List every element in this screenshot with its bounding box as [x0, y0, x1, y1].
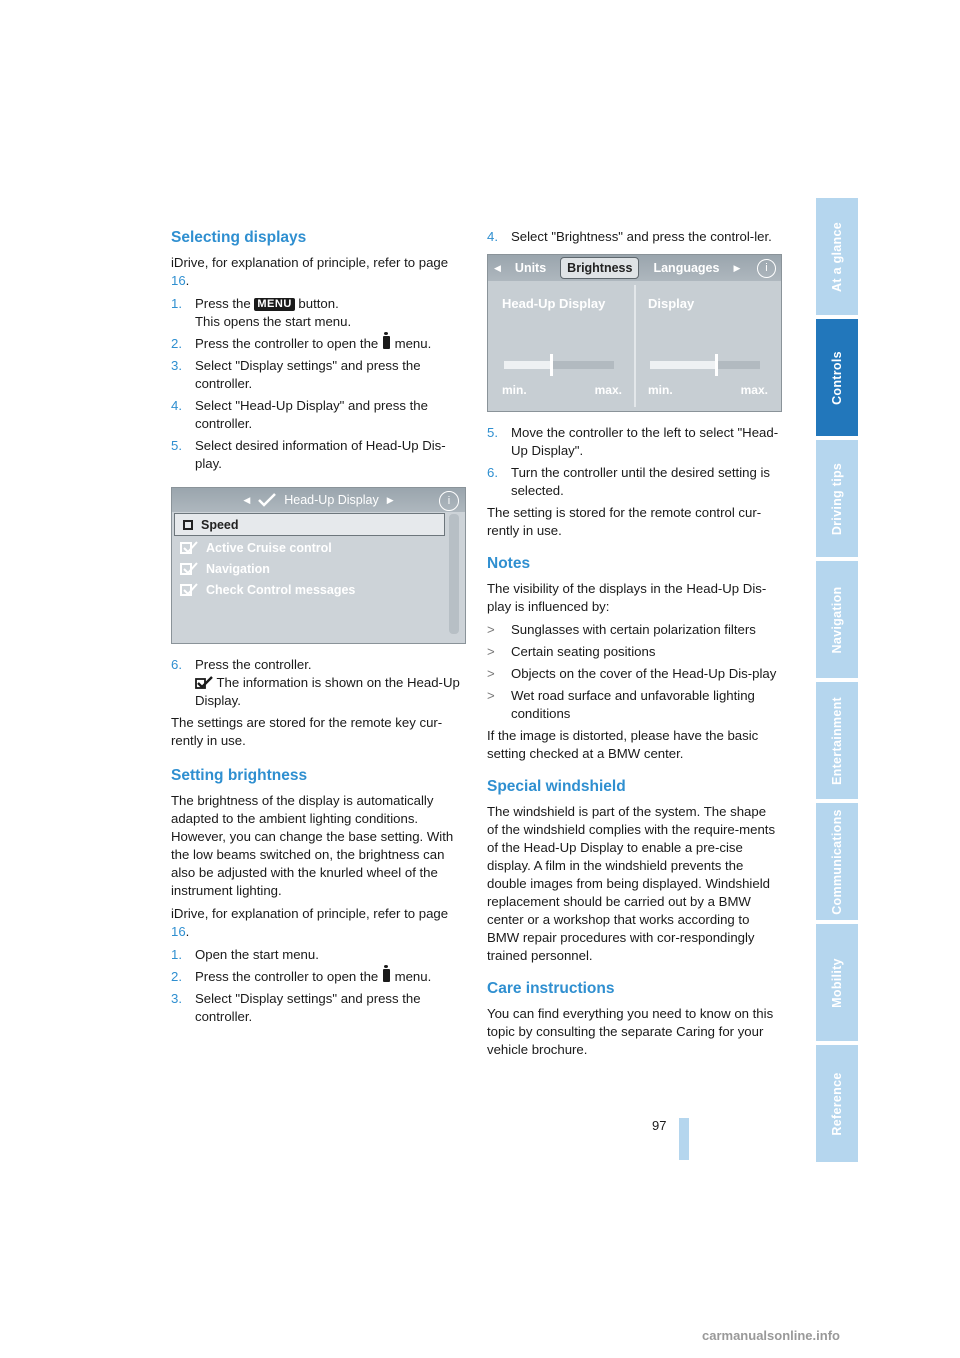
settings-stored-note: The settings are stored for the remote key cur-rently in use. [171, 715, 443, 748]
checked-box-icon [180, 583, 198, 596]
heading-setting-brightness: Setting brightness [171, 767, 308, 784]
left-arrow-icon: ◀ [243, 495, 251, 505]
brightness-tabs [488, 255, 781, 281]
bullet-item: > Objects on the cover of the Head-Up Dis-play [487, 666, 777, 681]
brightness-step-3: 3. Select "Display settings" and press the controller. [171, 991, 421, 1024]
hud-menu-header [172, 488, 465, 512]
tab-mobility[interactable]: Mobility [816, 924, 858, 1041]
bullet-item: > Certain seating positions [487, 644, 656, 659]
info-circle-icon: i [757, 259, 776, 278]
right-column [487, 228, 779, 1064]
brightness-paragraph: The brightness of the display is automatically adapted to the ambient lighting conditions. However, you can change the base setting. With the low beams switched on, the brightness can also be adjusted with the knurled wheel of the instrument lighting. [171, 793, 454, 898]
brightness-step-1: 1. Open the start menu. [171, 947, 319, 962]
menu-item-navigation: Navigation [172, 558, 465, 579]
chapter-tabs [816, 198, 858, 1166]
hud-brightness-panel: Head-Up Display min. max. [502, 296, 622, 397]
right-arrow-icon: ▶ [733, 263, 741, 273]
tab-at-a-glance[interactable]: At a glance [816, 198, 858, 315]
brightness-step-4: 4. Select "Brightness" and press the control-ler. [487, 229, 772, 244]
footer-watermark: carmanualsonline.info [702, 1328, 840, 1343]
display-brightness-slider [650, 361, 760, 369]
heading-special-windshield: Special windshield [487, 778, 626, 795]
checkbox-empty-icon [183, 520, 193, 530]
brightness-step-5: 5. Move the controller to the left to select "Head-Up Display". [487, 425, 779, 458]
display-brightness-panel: Display min. max. [648, 296, 768, 397]
left-column [171, 228, 466, 1030]
setting-stored-note: The setting is stored for the remote control cur-rently in use. [487, 505, 762, 538]
menu-item-active-cruise: Active Cruise control [172, 537, 465, 558]
scrollbar [449, 514, 459, 634]
tab-controls[interactable]: Controls [816, 319, 858, 436]
checked-box-icon [180, 541, 198, 554]
page-link[interactable]: 16 [171, 924, 186, 939]
bullet-item: > Sunglasses with certain polarization filters [487, 622, 756, 637]
care-paragraph: You can find everything you need to know on this topic by consulting the separate Caring for your vehicle brochure. [487, 1006, 774, 1057]
tab-driving-tips[interactable]: Driving tips [816, 440, 858, 557]
info-circle-icon: i [439, 491, 459, 511]
check-icon [258, 493, 276, 507]
notes-paragraph: The visibility of the displays in the Head-Up Dis-play is influenced by: [487, 581, 767, 614]
tab-units: Units [514, 261, 547, 275]
step-5: 5. Select desired information of Head-Up Dis-play. [171, 438, 446, 471]
page-marker [679, 1118, 689, 1160]
left-arrow-icon: ◀ [494, 263, 501, 273]
tab-navigation[interactable]: Navigation [816, 561, 858, 678]
menu-item-speed: Speed [174, 513, 445, 536]
brightness-step-2: 2. Press the controller to open the menu. [171, 969, 432, 984]
step-1: 1. Press the MENU button. This opens the start menu. [171, 296, 352, 329]
step-3: 3. Select "Display settings" and press the controller. [171, 358, 421, 391]
idrive-reference: iDrive, for explanation of principle, refer to page 16. [171, 255, 449, 288]
tab-communications[interactable]: Communications [816, 803, 858, 920]
distorted-paragraph: If the image is distorted, please have the basic setting checked at a BMW center. [487, 728, 759, 761]
brightness-screenshot [487, 254, 782, 412]
idrive-reference-2: iDrive, for explanation of principle, refer to page 16. [171, 906, 449, 939]
heading-care-instructions: Care instructions [487, 980, 615, 997]
menu-key-icon: MENU [254, 298, 294, 311]
info-icon [383, 969, 390, 982]
heading-selecting-displays: Selecting displays [171, 229, 307, 246]
windshield-paragraph: The windshield is part of the system. The shape of the windshield complies with the require-ments of the Head-Up Display to enable a pre-cise display. A film in the windshield prevents the double images from being displayed. Windshield replacement should be carried out by a BMW center or a workshop that works according to BMW repair procedures with cor-respondingly trained personnel. [487, 804, 776, 963]
panel-divider [634, 285, 636, 407]
tab-brightness: Brightness [560, 257, 639, 279]
brightness-step-6: 6. Turn the controller until the desired setting is selected. [487, 465, 770, 498]
step-6: 6. Press the controller. The information is shown on the Head-Up Display. [171, 657, 460, 708]
tab-reference[interactable]: Reference [816, 1045, 858, 1162]
page-link[interactable]: 16 [171, 273, 186, 288]
bullet-item: > Wet road surface and unfavorable lighting conditions [487, 688, 755, 721]
tab-languages: Languages [653, 261, 720, 275]
step-2: 2. Press the controller to open the menu. [171, 336, 432, 351]
page-number: 97 [652, 1118, 667, 1133]
heading-notes: Notes [487, 555, 531, 572]
hud-menu-title: Head-Up Display [284, 493, 379, 507]
right-arrow-icon: ▶ [386, 495, 394, 505]
check-icon [195, 676, 213, 689]
info-icon [383, 336, 390, 349]
step-4: 4. Select "Head-Up Display" and press the controller. [171, 398, 428, 431]
menu-item-check-control: Check Control messages [172, 579, 465, 600]
tab-entertainment[interactable]: Entertainment [816, 682, 858, 799]
hud-menu-screenshot [171, 487, 466, 644]
checked-box-icon [180, 562, 198, 575]
hud-brightness-slider [504, 361, 614, 369]
